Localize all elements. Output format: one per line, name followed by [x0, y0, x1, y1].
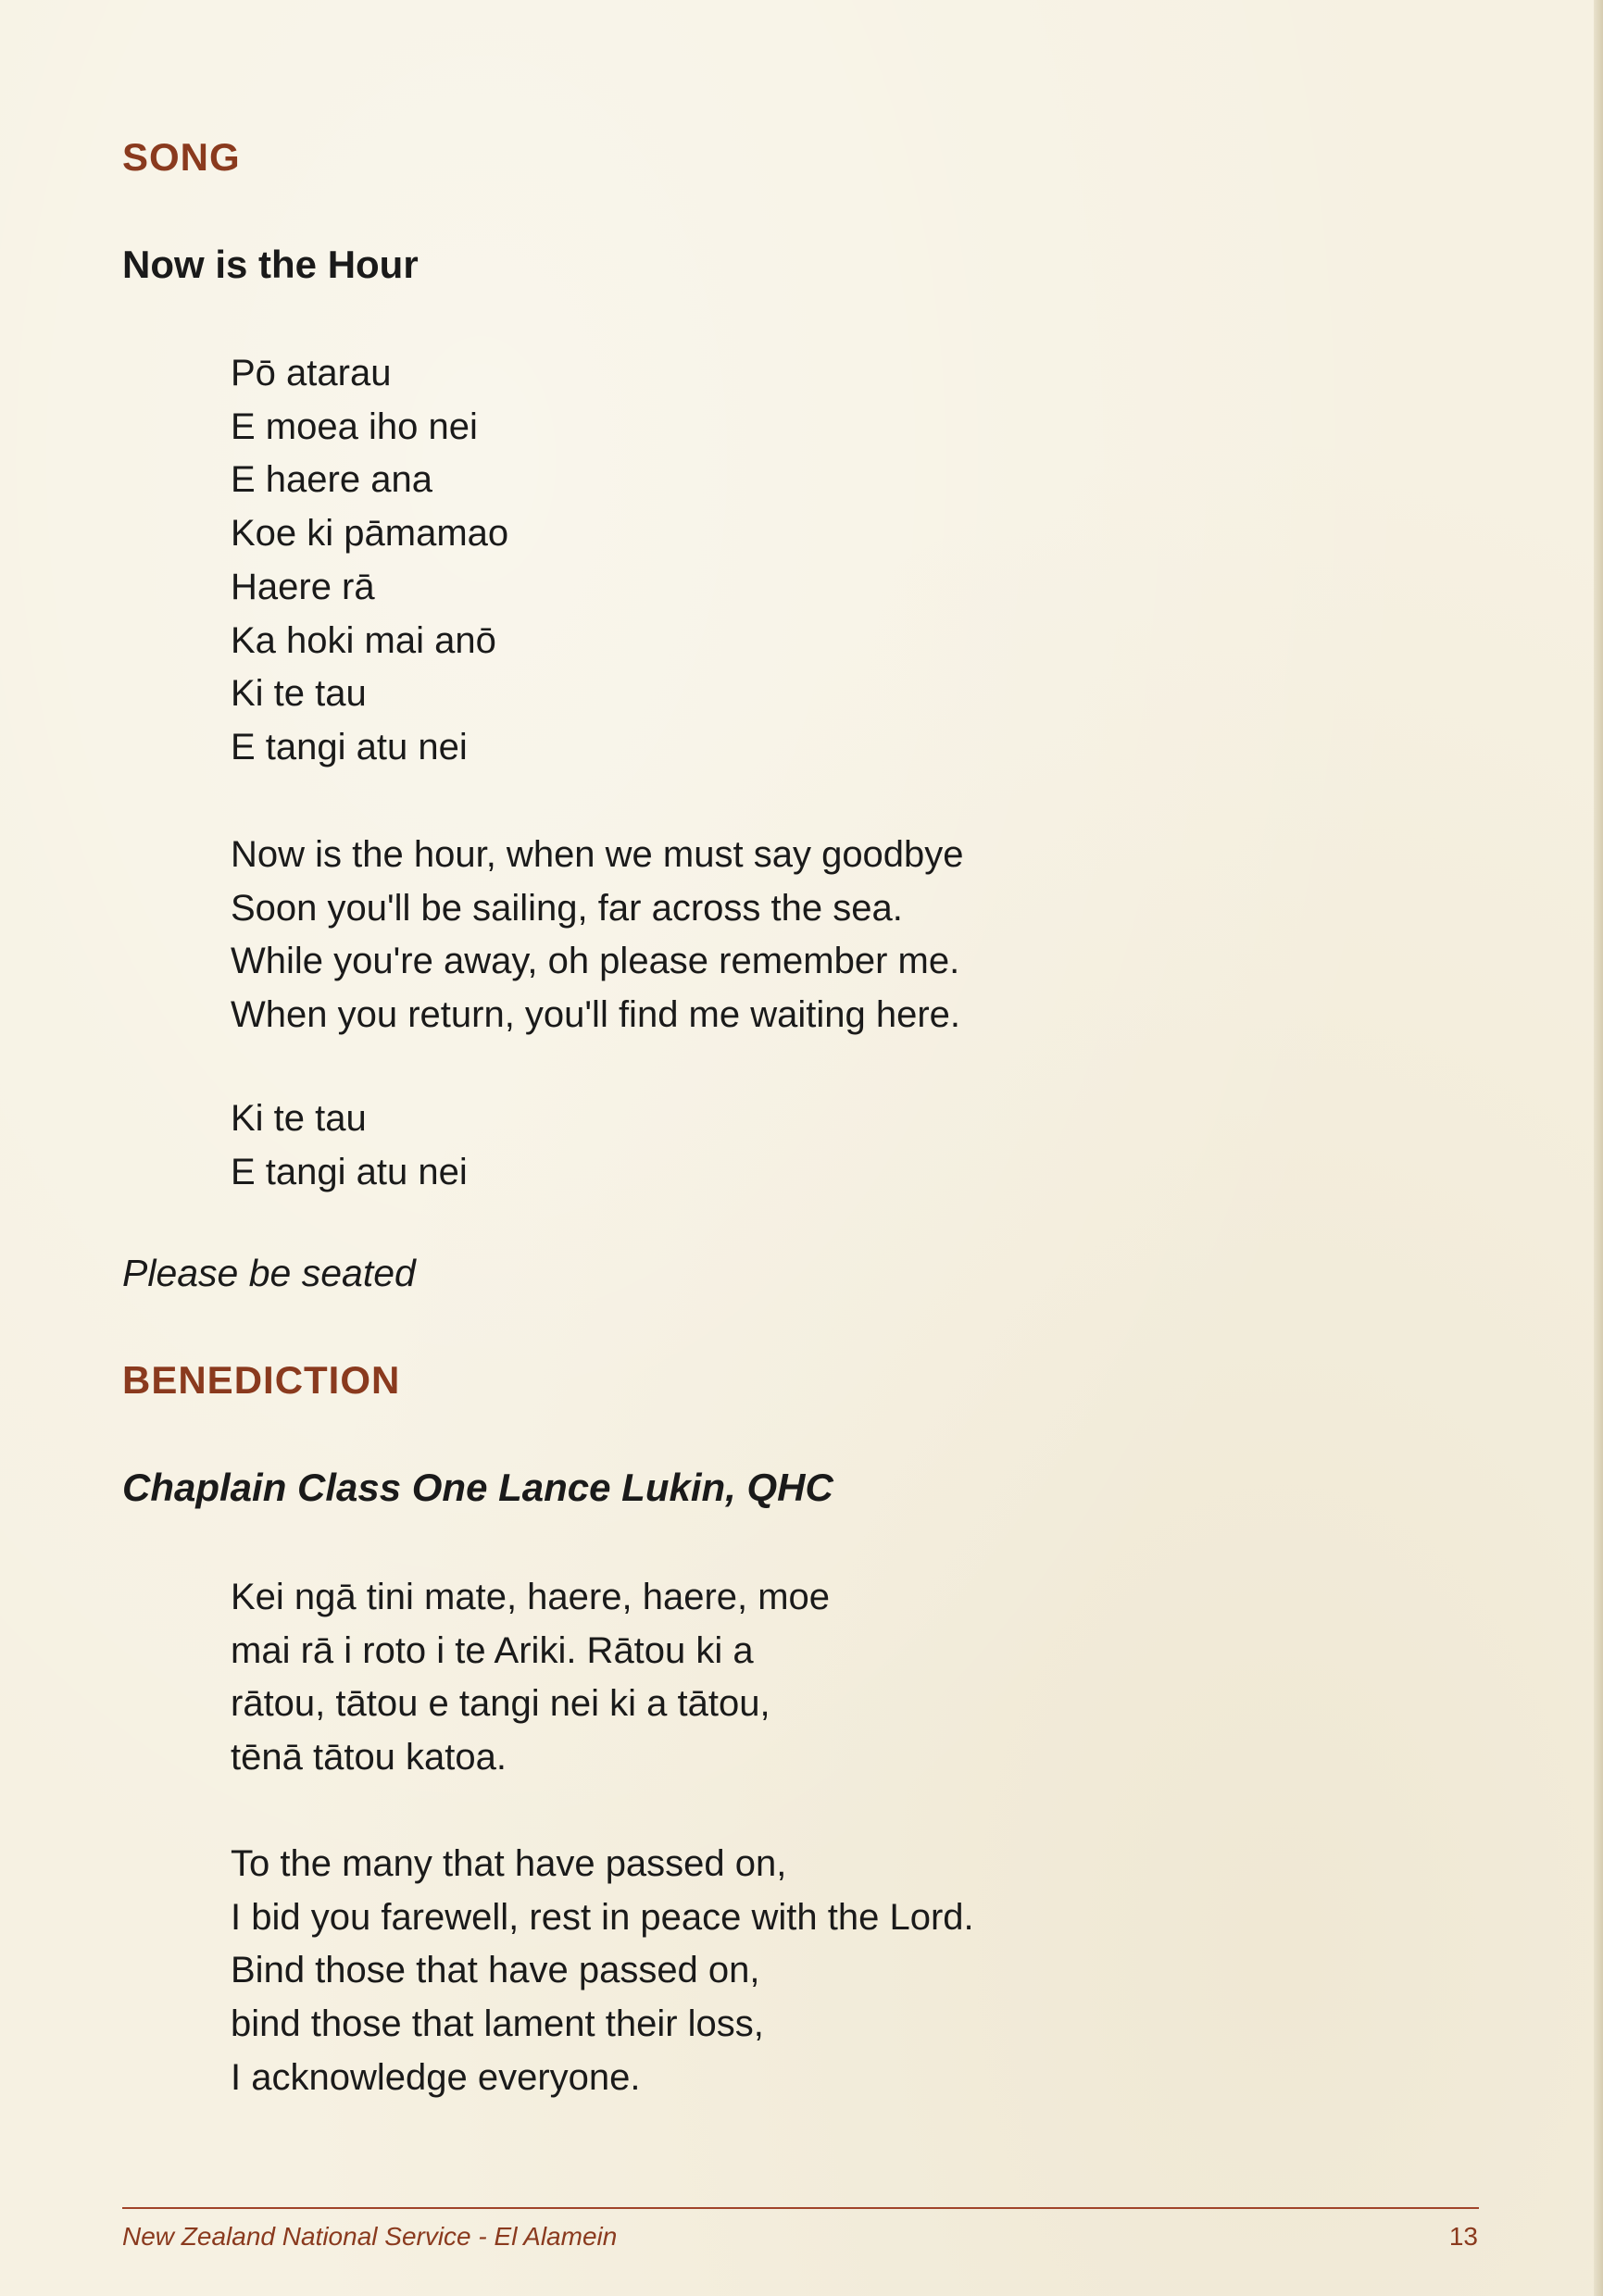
verse-line: rātou, tātou e tangi nei ki a tātou, — [231, 1683, 770, 1725]
verse-line: mai rā i roto i te Ariki. Rātou ki a — [231, 1629, 754, 1671]
benediction-speaker: Chaplain Class One Lance Lukin, QHC — [122, 1466, 833, 1509]
benediction-verse-english — [231, 1838, 974, 2105]
verse-line: E haere ana — [231, 459, 432, 501]
verse-line: I acknowledge everyone. — [231, 2056, 641, 2098]
benediction-heading: BENEDICTION — [122, 1358, 401, 1402]
verse-line: To the many that have passed on, — [231, 1843, 787, 1884]
verse-line: Koe ki pāmamao — [231, 513, 509, 555]
benediction-verse-maori — [231, 1571, 830, 1785]
footer-divider — [122, 2207, 1479, 2209]
verse-line: Kei ngā tini mate, haere, haere, moe — [231, 1577, 831, 1617]
song-verse-english — [231, 829, 964, 1042]
seating-instruction: Please be seated — [122, 1252, 416, 1294]
song-heading: SONG — [122, 135, 241, 179]
verse-line: Now is the hour, when we must say goodbye — [231, 834, 964, 875]
verse-line: Bind those that have passed on, — [231, 1950, 760, 1991]
song-verse-maori — [231, 347, 508, 775]
verse-line: tēnā tātou katoa. — [231, 1737, 507, 1778]
verse-line: Ki te tau — [231, 1098, 367, 1139]
verse-line: bind those that lament their loss, — [231, 2003, 764, 2045]
verse-line: While you're away, oh please remember me. — [231, 941, 960, 982]
verse-line: Soon you'll be sailing, far across the sea. — [231, 887, 903, 929]
verse-line: E tangi atu nei — [231, 726, 468, 767]
song-title: Now is the Hour — [122, 243, 419, 286]
verse-line: Ka hoki mai anō — [231, 619, 496, 661]
verse-line: E moea iho nei — [231, 406, 478, 447]
verse-line: When you return, you'll find me waiting here. — [231, 994, 961, 1036]
verse-line: Pō atarau — [231, 353, 392, 393]
page-edge-shadow — [1594, 0, 1603, 2296]
verse-line: I bid you farewell, rest in peace with the Lord. — [231, 1896, 974, 1938]
song-refrain — [231, 1092, 468, 1199]
verse-line: Ki te tau — [231, 673, 367, 715]
footer-title: New Zealand National Service - El Alamein — [122, 2222, 618, 2251]
verse-line: E tangi atu nei — [231, 1151, 468, 1192]
verse-line: Haere rā — [231, 566, 375, 607]
page-number: 13 — [1448, 2222, 1478, 2251]
